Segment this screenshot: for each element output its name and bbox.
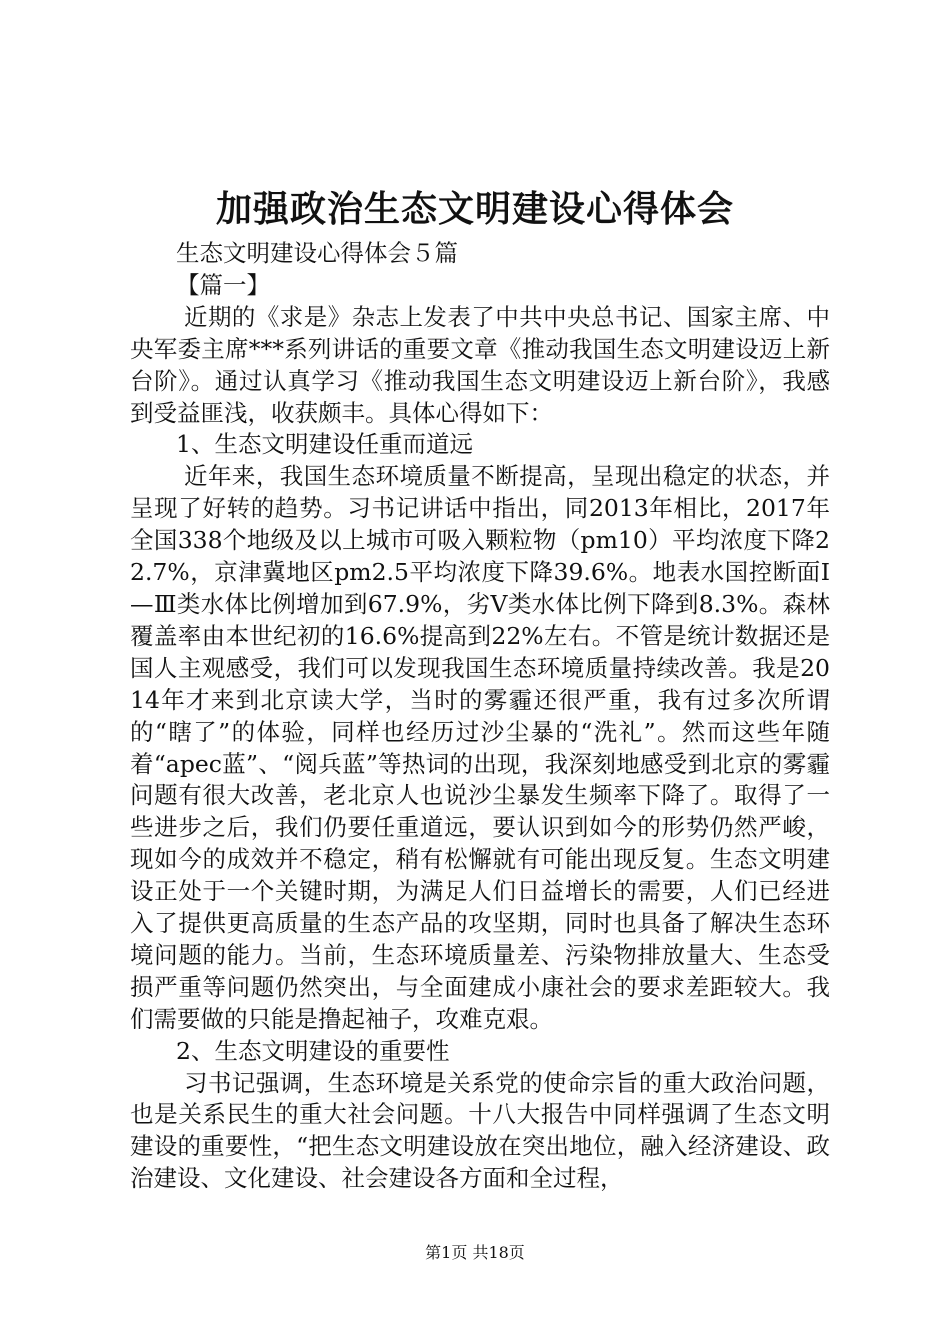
paragraph: 习书记强调，生态环境是关系党的使命宗旨的重大政治问题，也是关系民生的重大社会问题。十八大报告中同样强调了生态文明建设的重要性，“把生态文明建设放在突出地位，融入经济建设、政治建设、文化建设、社会建设各方面和全过程，	[130, 1068, 830, 1193]
page-footer: 第1页 共18页	[425, 1243, 525, 1262]
section-label: 【篇一】	[176, 270, 270, 299]
document-title: 加强政治生态文明建设心得体会	[215, 188, 734, 230]
document-body	[130, 238, 830, 1195]
section-heading: 2、生态文明建设的重要性	[176, 1036, 450, 1065]
paragraph: 近年来，我国生态环境质量不断提高，呈现出稳定的状态，并呈现了好转的趋势。习书记讲话中指出，同2013年相比，2017年全国338个地级及以上城市可吸入颗粒物（pm10）平均浓度下降22.7%，京津冀地区pm2.5平均浓度下降39.6%。地表水国控断面Ⅰ—Ⅲ类水体比例增加到67.9%，劣Ⅴ类水体比例下降到8.3%。森林覆盖率由本世纪初的16.6%提高到22%左右。不管是统计数据还是国人主观感受，我们可以发现我国生态环境质量持续改善。我是2014年才来到北京读大学，当时的雾霾还很严重，我有过多次所谓的“瞎了”的体验，同样也经历过沙尘暴的“洗礼”。然而这些年随着“apec蓝”、“阅兵蓝”等热词的出现，我深刻地感受到北京的雾霾问题有很大改善，老北京人也说沙尘暴发生频率下降了。取得了一些进步之后，我们仍要任重道远，要认识到如今的形势仍然严峻，现如今的成效并不稳定，稍有松懈就有可能出现反复。生态文明建设正处于一个关键时期，为满足人们日益增长的需要，人们已经进入了提供更高质量的生态产品的攻坚期，同时也具备了解决生态环境问题的能力。当前，生态环境质量差、污染物排放量大、生态受损严重等问题仍然突出，与全面建成小康社会的要求差距较大。我们需要做的只能是撸起袖子，攻难克艰。	[130, 462, 830, 1033]
document-subtitle: 生态文明建设心得体会５篇	[176, 239, 458, 267]
section-heading: 1、生态文明建设任重而道远	[176, 430, 473, 459]
paragraph: 近期的《求是》杂志上发表了中共中央总书记、国家主席、中央军委主席***系列讲话的重要文章《推动我国生态文明建设迈上新台阶》。通过认真学习《推动我国生态文明建设迈上新台阶》，我感到受益匪浅，收获颇丰。具体心得如下：	[130, 302, 830, 427]
